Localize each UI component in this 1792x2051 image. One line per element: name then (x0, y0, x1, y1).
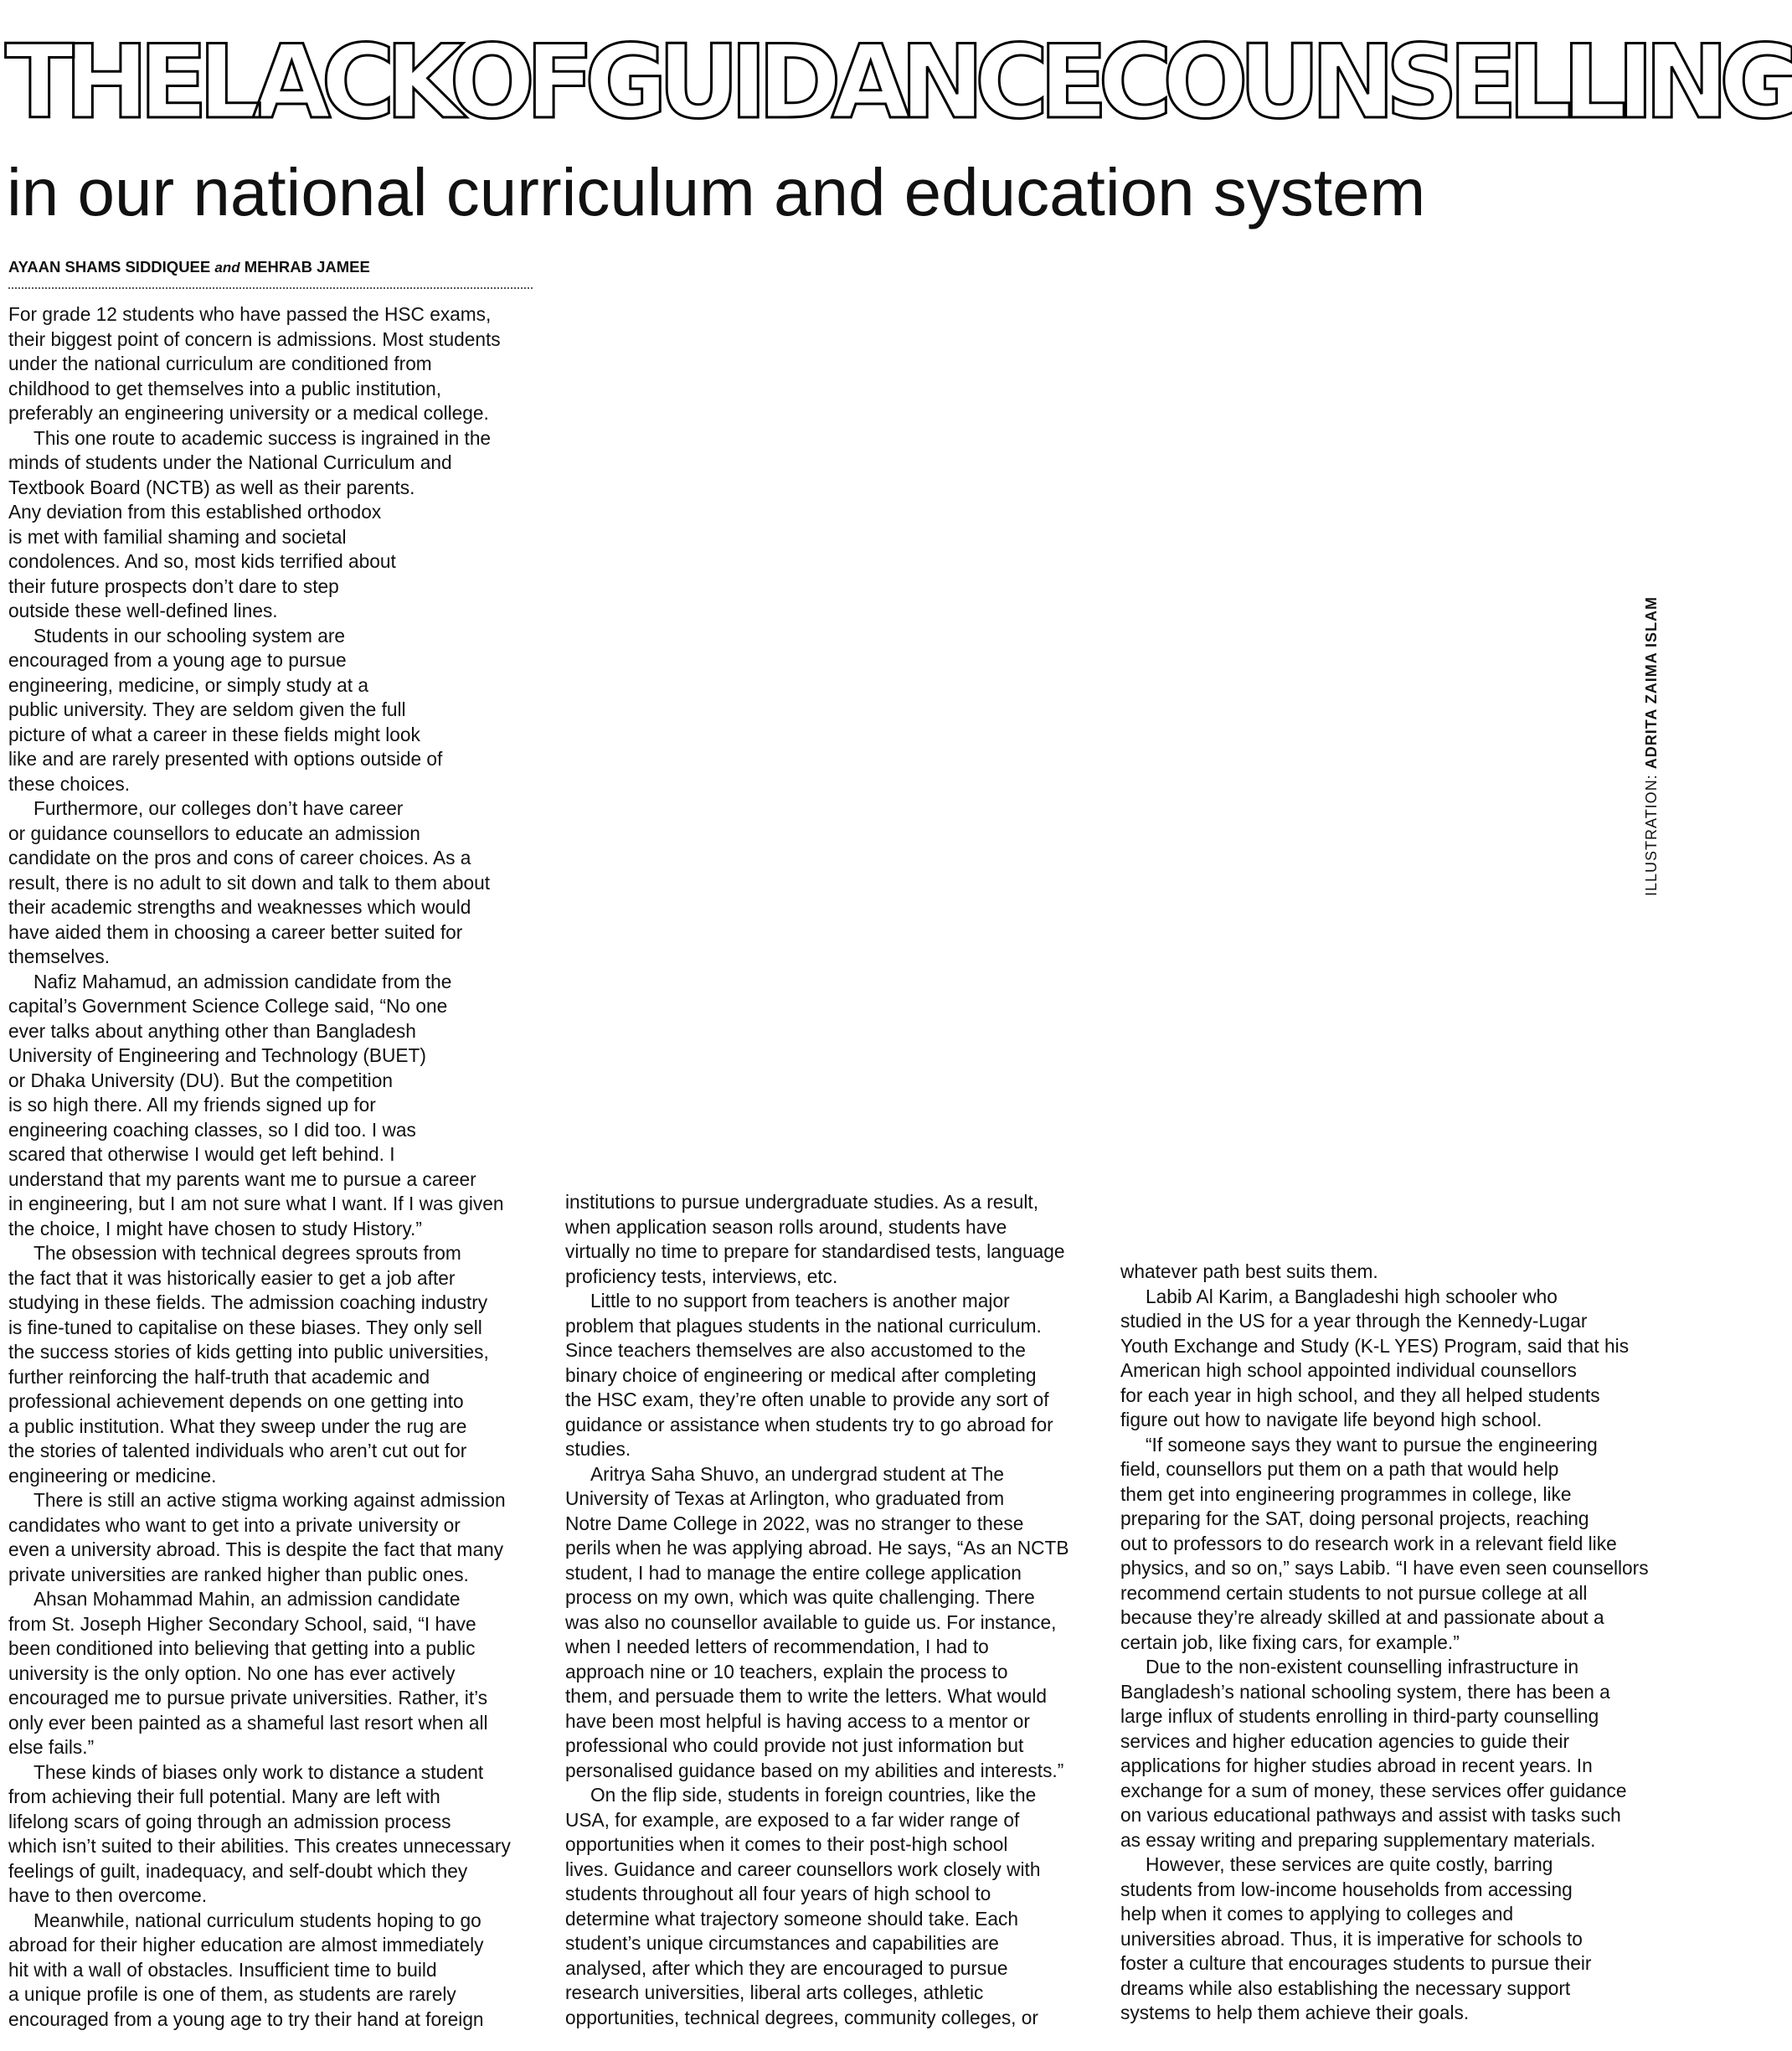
text-line: Little to no support from teachers is another major (590, 1290, 1010, 1312)
text-line: candidate on the pros and cons of career choices. As a (8, 847, 471, 868)
text-line: public university. They are seldom given the full (8, 698, 406, 720)
text-line: Any deviation from this established orthodox (8, 501, 382, 523)
text-line: even a university abroad. This is despite the fact that many (8, 1538, 504, 1560)
text-line: them, and persuade them to write the letters. What would (565, 1685, 1048, 1707)
text-line: Textbook Board (NCTB) as well as their parents. (8, 476, 415, 498)
text-line: because they’re already skilled at and passionate about a (1120, 1606, 1604, 1628)
headline: THELACKOFGUIDANCECOUNSELLING (5, 23, 1792, 142)
text-line: their biggest point of concern is admissions. Most students (8, 327, 501, 350)
text-line: Aritrya Saha Shuvo, an undergrad student at The (590, 1462, 1004, 1485)
text-line: These kinds of biases only work to distance a student (33, 1760, 484, 1783)
text-line: engineering coaching classes, so I did too. I was (8, 1118, 416, 1141)
text-line: determine what trajectory someone should take. Each (565, 1907, 1019, 1930)
text-line: For grade 12 students who have passed the HSC exams, (8, 303, 492, 325)
text-line: Labib Al Karim, a Bangladeshi high schooler who (1146, 1285, 1558, 1307)
text-line: Since teachers themselves are also accustomed to the (565, 1339, 1026, 1361)
illustration-credit-name: ADRITA ZAIMA ISLAM (1643, 595, 1660, 770)
text-line: understand that my parents want me to pursue a career (8, 1167, 476, 1190)
text-line: analysed, after which they are encouraged to pursue (565, 1956, 1008, 1979)
text-line: approach nine or 10 teachers, explain the process to (565, 1660, 1008, 1683)
text-line: minds of students under the National Curriculum and (8, 451, 452, 473)
text-line: a public institution. What they sweep under the rug are (8, 1415, 467, 1437)
author-2: MEHRAB JAMEE (244, 258, 370, 276)
text-line: large influx of students enrolling in third-party counselling (1120, 1705, 1599, 1727)
text-line: recommend certain students to not pursue college at all (1120, 1581, 1588, 1604)
text-line: a unique profile is one of them, as students are rarely (8, 1983, 456, 2005)
text-line: lifelong scars of going through an admission process (8, 1810, 451, 1832)
text-line: “If someone says they want to pursue the engineering (1146, 1433, 1598, 1456)
text-line: opportunities when it comes to their post-high school (565, 1833, 1008, 1855)
text-line: There is still an active stigma working against admission (33, 1489, 506, 1511)
text-line: lives. Guidance and career counsellors work closely with (565, 1858, 1041, 1880)
text-line: or guidance counsellors to educate an admission (8, 822, 420, 844)
text-line: Notre Dame College in 2022, was no stranger to these (565, 1512, 1024, 1534)
text-line: This one route to academic success is ingrained in the (33, 426, 492, 449)
text-line: certain job, like fixing cars, for example.” (1120, 1631, 1460, 1653)
text-line: is fine-tuned to capitalise on these biases. They only sell (8, 1316, 482, 1338)
text-line: student, I had to manage the entire college application (565, 1561, 1022, 1584)
text-line: themselves. (8, 946, 111, 967)
text-line: like and are rarely presented with options outside of (8, 748, 443, 770)
text-line: when I needed letters of recommendation, I had to (565, 1636, 989, 1657)
text-line: childhood to get themselves into a public institution, (8, 377, 442, 399)
text-line: USA, for example, are exposed to a far wider range of (565, 1808, 1020, 1831)
text-line: studying in these fields. The admission coaching industry (8, 1291, 488, 1313)
text-line: figure out how to navigate life beyond high school. (1120, 1409, 1542, 1430)
text-line: is so high there. All my friends signed up for (8, 1094, 376, 1116)
text-line: the fact that it was historically easier to get a job after (8, 1266, 456, 1289)
text-line: American high school appointed individual counsellors (1120, 1359, 1577, 1381)
text-line: as essay writing and preparing supplementary materials. (1120, 1828, 1596, 1851)
byline (8, 256, 533, 289)
text-line: The obsession with technical degrees sprouts from (33, 1242, 461, 1264)
text-line: result, there is no adult to sit down and talk to them about (8, 871, 491, 894)
text-line: on various educational pathways and assist with tasks such (1120, 1804, 1621, 1826)
text-line: is met with familial shaming and societal (8, 525, 347, 548)
text-line: personalised guidance based on my abilities and interests.” (565, 1759, 1064, 1781)
text-line: further reinforcing the half-truth that academic and (8, 1365, 430, 1388)
text-line: studies. (565, 1438, 631, 1460)
text-line: capital’s Government Science College said, “No one (8, 995, 448, 1017)
text-line: problem that plagues students in the national curriculum. (565, 1314, 1042, 1337)
text-line: ever talks about anything other than Bangladesh (8, 1019, 416, 1042)
text-line: Students in our schooling system are (33, 624, 346, 647)
text-line: for each year in high school, and they all helped students (1120, 1384, 1600, 1406)
text-line: have been most helpful is having access to a mentor or (565, 1709, 1030, 1732)
text-line: University of Texas at Arlington, who graduated from (565, 1487, 1005, 1509)
text-line: feelings of guilt, inadequacy, and self-doubt which they (8, 1859, 468, 1882)
text-line: encouraged from a young age to try their hand at foreign (8, 2007, 484, 2030)
text-line: from St. Joseph Higher Secondary School, said, “I have (8, 1612, 476, 1635)
text-line: preferably an engineering university or a medical college. (8, 402, 489, 424)
text-line: foster a culture that encourages students to pursue their (1120, 1952, 1592, 1974)
text-line: else fails.” (8, 1736, 95, 1758)
text-line: the success stories of kids getting into public universities, (8, 1341, 489, 1363)
text-line: institutions to pursue undergraduate studies. As a result, (565, 1191, 1039, 1213)
text-line: opportunities, technical degrees, community colleges, or (565, 2006, 1038, 2028)
text-line: exchange for a sum of money, these services offer guidance (1120, 1779, 1627, 1801)
text-line: research universities, liberal arts colleges, athletic (565, 1981, 984, 2003)
text-line: hit with a wall of obstacles. Insufficient time to build (8, 1958, 437, 1981)
text-line: the HSC exam, they’re often unable to provide any sort of (565, 1389, 1049, 1410)
text-line: only ever been painted as a shameful last resort when all (8, 1711, 488, 1734)
text-line: their future prospects don’t dare to step (8, 575, 339, 597)
text-line: from achieving their full potential. Many are left with (8, 1786, 440, 1807)
text-line: encouraged from a young age to pursue (8, 649, 347, 671)
text-line: encouraged me to pursue private universities. Rather, it’s (8, 1687, 488, 1708)
text-line: scared that otherwise I would get left behind. I (8, 1143, 395, 1165)
subheadline: in our national curriculum and education system (7, 155, 1426, 229)
text-line: Due to the non-existent counselling infrastructure in (1146, 1656, 1579, 1677)
byline-conjunction: and (214, 260, 240, 276)
text-line: the choice, I might have chosen to study History.” (8, 1217, 422, 1239)
text-line: physics, and so on,” says Labib. “I have even seen counsellors (1120, 1557, 1649, 1579)
text-line: students from low-income households from accessing (1120, 1878, 1573, 1900)
text-line: engineering, medicine, or simply study at a (8, 673, 369, 696)
text-line: studied in the US for a year through the Kennedy-Lugar (1120, 1310, 1588, 1332)
text-line: picture of what a career in these fields might look (8, 723, 420, 745)
text-line: the stories of talented individuals who aren’t cut out for (8, 1440, 467, 1461)
text-line: binary choice of engineering or medical after completing (565, 1363, 1037, 1386)
text-line: systems to help them achieve their goals. (1120, 2002, 1470, 2023)
text-line: private universities are ranked higher than public ones. (8, 1563, 469, 1585)
text-line: been conditioned into believing that getting into a public (8, 1637, 476, 1659)
text-line: them get into engineering programmes in college, like (1120, 1482, 1572, 1505)
text-line: applications for higher studies abroad in recent years. In (1120, 1755, 1593, 1776)
text-line: guidance or assistance when students try to go abroad for (565, 1413, 1053, 1435)
text-line: abroad for their higher education are almost immediately (8, 1934, 484, 1956)
text-line: Ahsan Mohammad Mahin, an admission candidate (33, 1588, 461, 1610)
text-line: professional who could provide not just information but (565, 1734, 1024, 1756)
text-line: these choices. (8, 772, 131, 795)
text-line: universities abroad. Thus, it is imperative for schools to (1120, 1927, 1583, 1950)
text-line: students throughout all four years of high school to (565, 1883, 991, 1904)
author-1: AYAAN SHAMS SIDDIQUEE (8, 258, 211, 276)
text-line: when application season rolls around, students have (565, 1215, 1007, 1238)
text-line: preparing for the SAT, doing personal projects, reaching (1120, 1507, 1589, 1529)
text-line: engineering or medicine. (8, 1464, 217, 1487)
text-line: proficiency tests, interviews, etc. (565, 1265, 838, 1287)
text-line: dreams while also establishing the necessary support (1120, 1976, 1571, 1999)
text-line: process on my own, which was quite challenging. There (565, 1586, 1035, 1608)
text-line: whatever path best suits them. (1120, 1260, 1378, 1282)
illustration-credit (1643, 596, 1661, 896)
article-column-1 (8, 302, 511, 2032)
text-line: condolences. And so, most kids terrified about (8, 550, 396, 572)
text-line: Bangladesh’s national schooling system, there has been a (1120, 1680, 1610, 1703)
article-column-2 (565, 1190, 1069, 2030)
text-line: Nafiz Mahamud, an admission candidate from the (33, 970, 452, 992)
text-line: Youth Exchange and Study (K-L YES) Program, said that his (1120, 1334, 1630, 1357)
text-line: out to professors to do research work in a relevant field like (1120, 1532, 1617, 1554)
text-line: help when it comes to applying to colleges and (1120, 1903, 1514, 1925)
text-line: in engineering, but I am not sure what I want. If I was given (8, 1193, 504, 1214)
text-line: have aided them in choosing a career better suited for (8, 920, 463, 943)
text-line: which isn’t suited to their abilities. This creates unnecessary (8, 1835, 511, 1857)
text-line: university is the only option. No one has ever actively (8, 1662, 456, 1684)
text-line: University of Engineering and Technology (BUET) (8, 1044, 426, 1066)
text-line: perils when he was applying abroad. He says, “As an NCTB (565, 1537, 1069, 1559)
text-line: their academic strengths and weaknesses which would (8, 896, 471, 918)
text-line: Meanwhile, national curriculum students hoping to go (33, 1909, 481, 1931)
text-line: However, these services are quite costly, barring (1146, 1853, 1553, 1875)
article-column-3 (1120, 1260, 1649, 2026)
text-line: On the flip side, students in foreign countries, like the (590, 1784, 1037, 1806)
text-line: Furthermore, our colleges don’t have career (33, 797, 404, 819)
illustration-credit-label: ILLUSTRATION: (1643, 774, 1660, 896)
text-line: professional achievement depends on one getting into (8, 1390, 464, 1412)
text-line: candidates who want to get into a private university or (8, 1513, 461, 1536)
text-line: student’s unique circumstances and capabilities are (565, 1932, 999, 1954)
text-line: have to then overcome. (8, 1884, 208, 1906)
text-line: field, counsellors put them on a path that would help (1120, 1458, 1559, 1480)
text-line: virtually no time to prepare for standardised tests, language (565, 1240, 1065, 1262)
text-line: services and higher education agencies to guide their (1120, 1729, 1570, 1752)
text-line: outside these well-defined lines. (8, 600, 278, 621)
text-line: was also no counsellor available to guide us. For instance, (565, 1610, 1057, 1633)
text-line: under the national curriculum are conditioned from (8, 353, 432, 374)
text-line: or Dhaka University (DU). But the competition (8, 1069, 393, 1091)
